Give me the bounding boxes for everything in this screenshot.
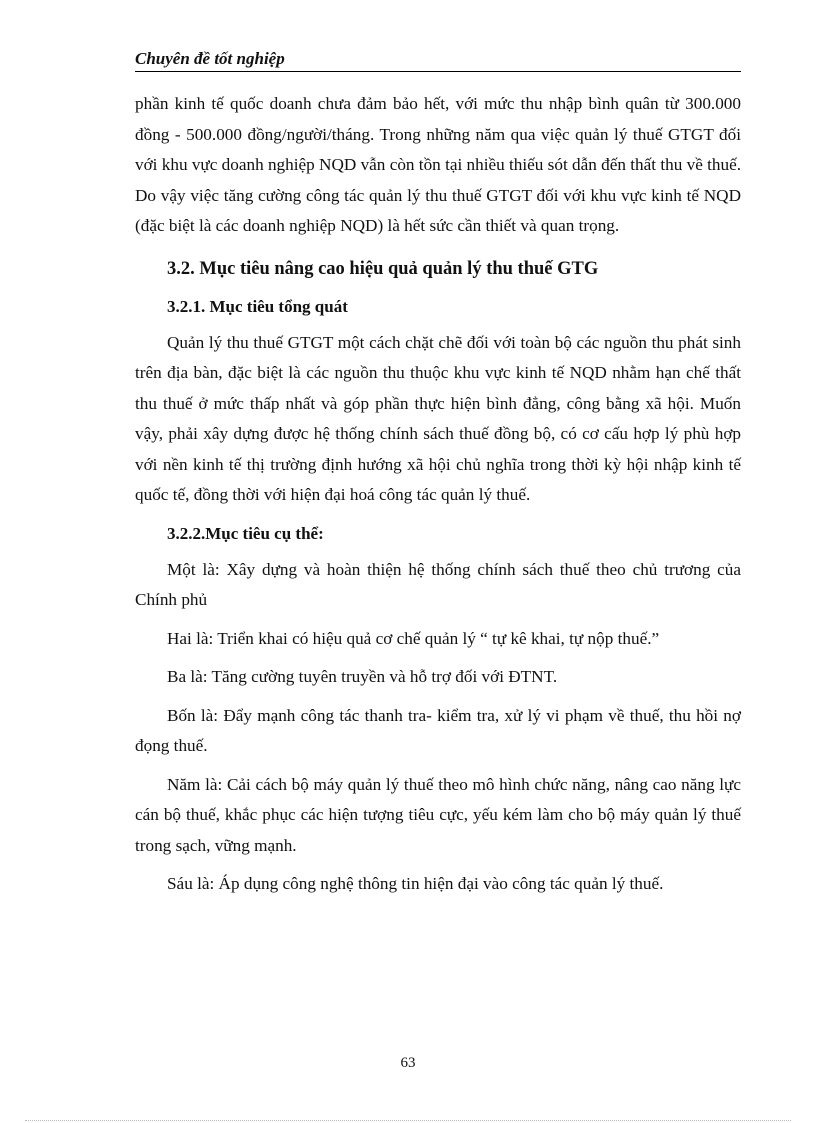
page-header-title: Chuyên đề tốt nghiệp — [135, 49, 285, 68]
document-body — [135, 89, 741, 900]
goal-item: Ba là: Tăng cường tuyên truyền và hỗ trợ đối với ĐTNT. — [167, 667, 558, 686]
general-goal-paragraph: Quản lý thu thuế GTGT một cách chặt chẽ đối với toàn bộ các nguồn thu phát sinh trên địa bàn, đặc biệt là các nguồn thu thuộc khu vực kinh tế NQD nhằm hạn chế thất thu thuế ở mức thấp nhất và góp phần thực hiện bình đẳng, công bằng xã hội. Muốn vậy, phải xây dựng được hệ thống chính sách thuế đồng bộ, có cơ cấu hợp lý phù hợp với nền kinh tế thị trường định hướng xã hội chủ nghĩa trong thời kỳ hội nhập kinh tế quốc tế, đồng thời với hiện đại hoá công tác quản lý thuế. — [135, 332, 741, 504]
subsection-heading-general-goal: 3.2.1. Mục tiêu tổng quát — [167, 296, 348, 316]
section-heading: 3.2. Mục tiêu nâng cao hiệu quả quản lý thu thuế GTG — [167, 258, 599, 279]
intro-paragraph: phần kinh tế quốc doanh chưa đảm bảo hết, với mức thu nhập bình quân từ 300.000 đồng - 500.000 đồng/người/tháng. Trong những năm qua việc quản lý thuế GTGT đối với khu vực doanh nghiệp NQD vẫn còn tồn tại nhiều thiếu sót dẫn đến thất thu về thuế. Do vậy việc tăng cường công tác quản lý thu thuế GTGT đối với khu vực kinh tế NQD (đặc biệt là các doanh nghiệp NQD) là hết sức cần thiết và quan trọng. — [135, 94, 742, 235]
header-divider — [135, 71, 741, 72]
goal-item: Một là: Xây dựng và hoàn thiện hệ thống chính sách thuế theo chủ trương của Chính phủ — [135, 559, 741, 609]
goal-item: Sáu là: Áp dụng công nghệ thông tin hiện đại vào công tác quản lý thuế. — [167, 874, 664, 893]
page-bottom-border — [25, 1120, 791, 1121]
subsection-heading-specific-goals: 3.2.2.Mục tiêu cụ thể: — [167, 523, 324, 543]
page-number: 63 — [400, 1055, 416, 1071]
goal-item: Bốn là: Đẩy mạnh công tác thanh tra- kiểm tra, xử lý vi phạm về thuế, thu hồi nợ đọng thuế. — [135, 705, 741, 755]
goal-item: Năm là: Cải cách bộ máy quản lý thuế theo mô hình chức năng, nâng cao năng lực cán bộ thuế, khắc phục các hiện tượng tiêu cực, yếu kém làm cho bộ máy quản lý thuế trong sạch, vững mạnh. — [135, 774, 741, 855]
goal-item: Hai là: Triển khai có hiệu quả cơ chế quản lý “ tự kê khai, tự nộp thuế.” — [167, 628, 660, 648]
